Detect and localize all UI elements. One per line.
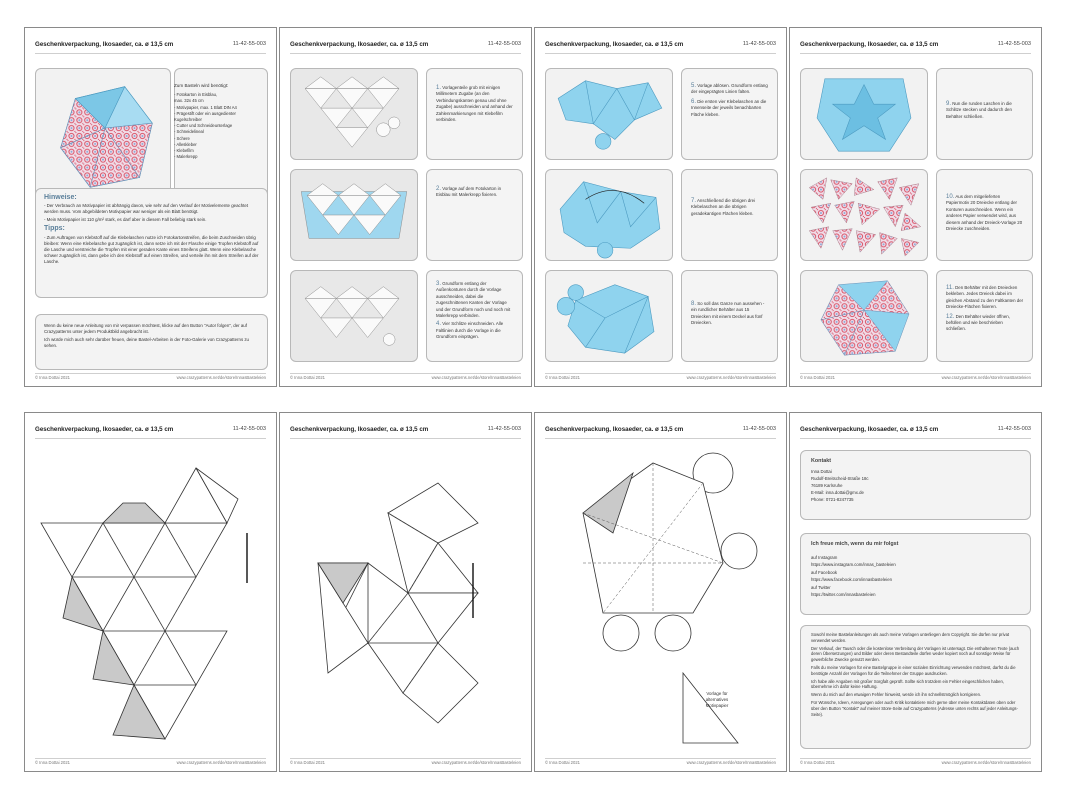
page-7: [534, 412, 787, 772]
step-number: 1.: [436, 85, 442, 91]
page-8: [789, 412, 1042, 772]
page-footer: [290, 373, 521, 382]
material-item: - Schere: [174, 135, 190, 141]
step-text: Nun die runden Laschen in die Schlitze stecken und dadurch den Behälter schließen.: [946, 101, 1012, 119]
step-8: [681, 270, 778, 362]
step-number: 3.: [436, 281, 442, 287]
page-title: Geschenkverpackung, Ikosaeder, ca. ø 13,5 cm: [545, 41, 684, 48]
hint-text: - Der Verbrauch an Motivpapier ist abhängig davon, wie sehr auf den Verlauf der Motivelemente geachtet werden muss. Vom abgebildeten Motivpapier war weniger als ein Blatt benötigt.: [44, 203, 249, 215]
instagram-label: auf Instagram: [811, 555, 838, 560]
copyright: © Inna Dottai 2021: [545, 375, 580, 380]
legal-text: Ich habe alle Angaben mit großer Sorgfalt geprüft. Sollte sich trotzdem ein Fehler eingeschlichen haben, übernehme ich dafür keine Haftung.: [811, 678, 1004, 690]
step-text: Den Behälter mit den Dreiecken bekleben. Jedes Dreieck dabei im gleichen Abstand zu den Faltkanten der Dreiecke-Flächen fixieren.: [946, 285, 1024, 310]
step-number: 2.: [436, 186, 442, 192]
legal-text: Falls du meine Vorlagen für eine Bastelgruppe in einer sozialen Einrichtung verwenden möchtest, darfst du die benötigte Anzahl der Vorlagen für die Teilnehmer der Gruppe ausdrucken.: [811, 664, 1016, 676]
step-2: [426, 169, 523, 261]
template-sheet-3: [543, 443, 779, 758]
note-text: Wenn du keine neue Anleitung von mir verpassen möchtest, klicke auf den Button "Autor folgen", der auf Crazypatterns unter jedem Produktbild angebracht ist.: [44, 323, 247, 335]
step-photo-closing: [800, 68, 928, 160]
page-title: Geschenkverpackung, Ikosaeder, ca. ø 13,5 cm: [545, 426, 684, 433]
copyright: © Inna Dottai 2021: [800, 375, 835, 380]
step-text: So soll das Ganze nun aussehen - ein rundlicher Behälter aus 15 Dreiecken mit einem Deckel aus fünf Dreiecken.: [691, 301, 765, 326]
store-url: www.crazypatterns.net/de/store/InnasBasteleien: [431, 375, 521, 380]
material-item: - Fotokarton in Eisblau,: [174, 92, 218, 98]
page-header: [290, 41, 521, 54]
step-photo-template-pieces: [290, 68, 418, 160]
material-item: max. 32x 45 cm: [174, 98, 204, 104]
step-text: Grundform entlang der Außenkonturen durch die Vorlage ausschneiden, dabei die zugeschnittenen Kanten der Vorlage und der Grundform noch und noch mit Malerkrepp verbinden.: [436, 281, 511, 319]
step-11-12: [936, 270, 1033, 362]
materials-list: [174, 83, 263, 200]
material-item: - Malerkrepp: [174, 154, 198, 160]
page-2: [279, 27, 532, 387]
step-photo-folding: [545, 68, 673, 160]
page-4: [789, 27, 1042, 387]
legal-text: Der Verkauf, der Tausch oder die kostenlose Verbreitung der Vorlagen ist untersagt. Die enthaltenen Texte (auch deren Übersetzungen) und Bilder oder deren Bestandteile dürfen weder kopiert noch auf sonstige Weise für gewerbliche Zwecke genutzt werden.: [811, 645, 1020, 663]
step-photo-decorated: [800, 270, 928, 362]
page-header: [35, 426, 266, 439]
copyright: © Inna Dottai 2021: [545, 760, 580, 765]
material-item: Kugelschreiber: [174, 117, 202, 123]
step-number: 4.: [436, 321, 442, 328]
step-text: Vorlage ablösen. Grundform entlang der eingeprägten Linien falten.: [691, 83, 768, 95]
template-sheet-1: [33, 443, 269, 758]
social-heading: Ich freue mich, wenn du mir folgst: [811, 541, 899, 547]
page-title: Geschenkverpackung, Ikosaeder, ca. ø 13,5 cm: [800, 41, 939, 48]
tips-heading: Tipps:: [44, 225, 65, 233]
article-code: 11-42-55-003: [232, 426, 266, 432]
legal-box: [800, 625, 1031, 749]
article-code: 11-42-55-003: [997, 426, 1031, 432]
page-title: Geschenkverpackung, Ikosaeder, ca. ø 13,5 cm: [290, 41, 429, 48]
step-number: 8.: [691, 301, 697, 307]
step-text: Die ersten vier Klebelaschen an die Innenseite der jeweils benachbarten Fläche kleben.: [691, 98, 767, 117]
contact-box: [800, 450, 1031, 520]
finished-box-photo: [35, 68, 171, 203]
contact-line: 76189 Karlsruhe: [811, 483, 843, 488]
page-footer: [545, 758, 776, 767]
page-title: Geschenkverpackung, Ikosaeder, ca. ø 13,5 cm: [35, 426, 174, 433]
page-1: [24, 27, 277, 387]
copyright: © Inna Dottai 2021: [35, 760, 70, 765]
legal-text: Wenn du mich auf den etwaigen Fehler hinweist, werde ich ihn schnellstmöglich korrigieren.: [811, 692, 982, 698]
facebook-label: auf Facebook: [811, 570, 838, 575]
contact-email[interactable]: E-Mail: inna.dottai@gmx.de: [811, 490, 864, 495]
material-item: - Prägestift oder ein ausgedienter: [174, 110, 236, 116]
copyright: © Inna Dottai 2021: [800, 760, 835, 765]
step-number: 11.: [946, 285, 954, 291]
step-text: Vorlagenteile grob mit einigen Millimetern Zugabe (an den Verbindungskanten genau und ohne Zugabe) ausschneiden und anhand der Zahlenmarkierungen mit Klebefilm verbinden.: [436, 85, 513, 123]
step-number: 7.: [691, 198, 697, 204]
store-url: www.crazypatterns.net/de/store/InnasBasteleien: [176, 760, 266, 765]
legal-text: Für Wünsche, Ideen, Anregungen oder auch Kritik kontaktiere mich gerne über meine Kontaktdaten oben oder über den Button "Kontakt" auf meiner Store-Seite auf Crazypatterns (Adresse unten rechts auf jeder Anleitungs-Seite).: [811, 699, 1018, 717]
store-url: www.crazypatterns.net/de/store/InnasBasteleien: [686, 375, 776, 380]
copyright: © Inna Dottai 2021: [290, 375, 325, 380]
step-10: [936, 169, 1033, 261]
tip-text: - Zum Auftragen von Klebstoff auf die Klebelaschen nutze ich Fotokartonstreifen, die beim Zuschneiden übrig bleiben: Wenn eine Klebelasche gut zugänglich ist, dann setze ich mit der Flasche einige Tropfen Klebstoff auf die Lasche und verstreiche die Tropfen mit einer geraden Kante eines Streifens glatt. Wenn eine Klebelasche schwer zugänglich ist, dann gebe ich den Klebstoff auf einen Streifen, und verteile ihn mit dem Streifen auf der Lasche.: [44, 234, 259, 265]
twitter-label: auf Twitter: [811, 585, 831, 590]
step-text: Vier Schlitze einschneiden. Alle Faltlinien durch die Vorlage in die Grundform einprägen.: [436, 321, 504, 340]
article-code: 11-42-55-003: [232, 41, 266, 47]
contact-line: Rudolf-Breitscheid-Straße 18c: [811, 476, 869, 481]
step-text: Den Behälter wieder öffnen, befüllen und wie beschrieben schließen.: [946, 313, 1010, 332]
article-code: 11-42-55-003: [742, 426, 776, 432]
page-title: Geschenkverpackung, Ikosaeder, ca. ø 13,5 cm: [290, 426, 429, 433]
store-url: www.crazypatterns.net/de/store/InnasBasteleien: [176, 375, 266, 380]
page-header: [545, 426, 776, 439]
step-photo-on-card: [290, 169, 418, 261]
page-footer: [35, 373, 266, 382]
store-url: www.crazypatterns.net/de/store/InnasBasteleien: [686, 760, 776, 765]
page-header: [800, 426, 1031, 439]
step-photo-gluing: [545, 169, 673, 261]
note-text: Ich würde mich auch sehr darüber freuen, deine Bastel-Arbeiten in der Foto-Galerie von Crazypatterns zu sehen.: [44, 336, 250, 349]
step-3-4: [426, 270, 523, 362]
page-title: Geschenkverpackung, Ikosaeder, ca. ø 13,5 cm: [35, 41, 174, 48]
contact-phone: Phone: 0721-8247735: [811, 497, 854, 502]
page-header: [800, 41, 1031, 54]
page-footer: [290, 758, 521, 767]
template-sheet-2: [288, 443, 524, 758]
step-number: 6.: [691, 98, 697, 105]
hints-box: [35, 188, 268, 298]
step-photo-container: [545, 270, 673, 362]
legal-text: Sowohl meine Bastelanleitungen als auch meine Vorlagen unterliegen dem Copyright. Sie dürfen nur privat verwendet werden.: [811, 632, 1010, 643]
step-text: Vorlage auf dem Fotokarton in Eisblau mit Malerkrepp fixieren.: [436, 186, 502, 198]
hints-heading: Hinweise:: [44, 194, 77, 201]
twitter-link[interactable]: https://twitter.com/innasbasteleien: [811, 592, 876, 597]
page-3: [534, 27, 787, 387]
step-number: 5.: [691, 83, 697, 89]
follow-note-box: [35, 314, 268, 370]
facebook-link[interactable]: https://www.facebook.com/innasbasteleien: [811, 577, 892, 582]
step-number: 9.: [946, 101, 952, 107]
copyright: © Inna Dottai 2021: [35, 375, 70, 380]
store-url: www.crazypatterns.net/de/store/InnasBasteleien: [431, 760, 521, 765]
step-1: [426, 68, 523, 160]
hint-text: - Mein Motivpapier ist 110 g/m² stark, es darf aber in diesem Fall beliebig stark sein.: [44, 217, 207, 223]
material-item: - Schneidelineal: [174, 129, 204, 135]
step-text: Aus dem mitgelieferten Papiermotiv 20 Dreiecke entlang der Konturen ausschneiden. Wenn ein anderes Papier verwendet wird, aus diesem anhand der Dreieck-Vorlage 20 Dreiecke zuschneiden.: [946, 194, 1023, 232]
step-photo-motif-triangles: [800, 169, 928, 261]
page-5: [24, 412, 277, 772]
step-number: 10.: [946, 194, 955, 200]
copyright: © Inna Dottai 2021: [290, 760, 325, 765]
step-7: [681, 169, 778, 261]
page-6: [279, 412, 532, 772]
contact-line: Inna Dottai: [811, 469, 832, 474]
article-code: 11-42-55-003: [742, 41, 776, 47]
template-label: Vorlage für alternatives Motivpapier: [705, 691, 729, 708]
article-code: 11-42-55-003: [997, 41, 1031, 47]
page-header: [290, 426, 521, 439]
article-code: 11-42-55-003: [487, 41, 521, 47]
page-footer: [800, 758, 1031, 767]
store-url: www.crazypatterns.net/de/store/InnasBasteleien: [941, 760, 1031, 765]
instagram-link[interactable]: https://www.instagram.com/innas_basteleien: [811, 562, 896, 567]
step-number: 12.: [946, 313, 955, 320]
page-header: [545, 41, 776, 54]
page-title: Geschenkverpackung, Ikosaeder, ca. ø 13,5 cm: [800, 426, 939, 433]
material-item: - Klebefilm: [174, 148, 194, 154]
page-header: [35, 41, 266, 54]
step-5-6: [681, 68, 778, 160]
step-photo-cut-out: [290, 270, 418, 362]
contact-heading: Kontakt: [811, 458, 832, 464]
material-item: - Cutter und Schneideunterlage: [174, 123, 233, 129]
store-url: www.crazypatterns.net/de/store/InnasBasteleien: [941, 375, 1031, 380]
article-code: 11-42-55-003: [487, 426, 521, 432]
material-item: - Motivpapier, max. 1 Blatt DIN A4: [174, 104, 237, 110]
step-9: [936, 68, 1033, 160]
page-footer: [800, 373, 1031, 382]
material-item: - Alleskleber: [174, 141, 197, 147]
page-footer: [35, 758, 266, 767]
materials-title: Zum Basteln wird benötigt:: [174, 83, 229, 88]
step-text: Anschließend die übrigen drei Klebelaschen an die übrigen geradekantigen Flächen kleben.: [691, 198, 756, 216]
social-box: [800, 533, 1031, 615]
page-footer: [545, 373, 776, 382]
